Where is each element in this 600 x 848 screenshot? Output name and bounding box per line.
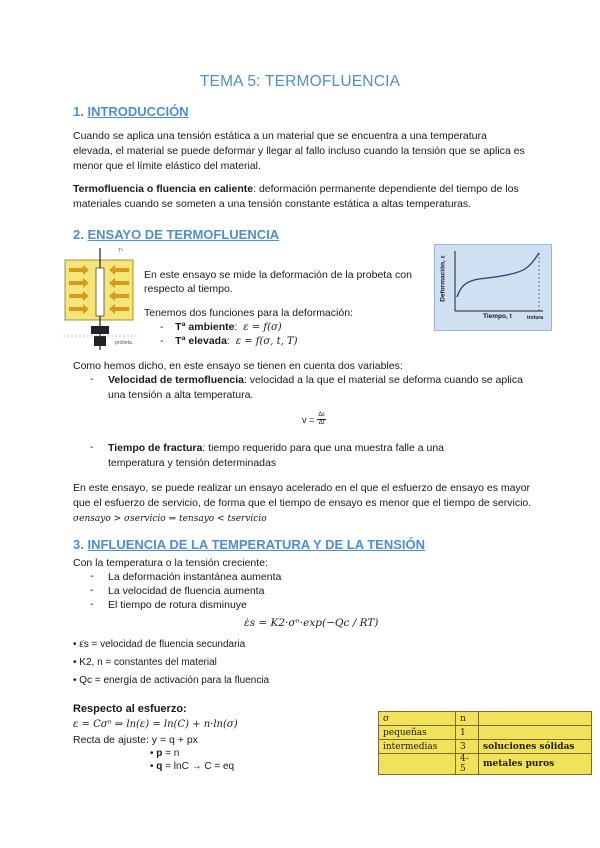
section-3-number: 3. — [73, 537, 84, 552]
influence-item-2: La velocidad de fluencia aumenta — [108, 585, 265, 597]
function-ambient: - Tª ambiente: ε = f(σ) — [160, 321, 282, 333]
section-3-heading — [73, 537, 425, 552]
table-row — [379, 740, 592, 754]
graph-rupture-label: trotura — [527, 315, 544, 321]
table-cell — [379, 754, 456, 775]
accelerated-test-equation: σensayo > σservicio ⇒ tensayo < tservicio — [73, 514, 267, 524]
variable-fracture-time-text: : tiempo requerido para que una muestra falle a una temperatura y tensión determinadas — [108, 442, 444, 469]
function-elevated-eq: ε = f(σ, t, T) — [235, 336, 298, 347]
stress-heading: Respecto al esfuerzo: — [73, 703, 187, 715]
variable-fracture-time — [108, 441, 488, 471]
velocity-equation — [302, 412, 326, 427]
creep-test-apparatus-figure — [63, 248, 137, 350]
table-cell: soluciones sólidas — [479, 740, 592, 754]
page-title: TEMA 5: TERMOFLUENCIA — [199, 73, 401, 90]
section-1-heading — [73, 104, 189, 119]
table-row — [379, 754, 592, 775]
stress-equation: ε = Cσⁿ ⇒ ln(ε) = ln(C) + n·ln(σ) — [73, 719, 238, 730]
section-1-number: 1. — [73, 104, 84, 119]
creep-rate-equation: ε̇s = K2·σⁿ·exp(−Qc / RT) — [244, 617, 379, 629]
bullet-activation-energy: • Qc = energía de activación para la fluencia — [73, 675, 270, 686]
table-cell: 1 — [456, 726, 479, 740]
variable-fracture-time-term: Tiempo de fractura — [108, 442, 203, 454]
section-1-title: INTRODUCCIÓN — [87, 104, 189, 119]
stress-exponent-table — [378, 711, 592, 775]
velocity-fraction — [317, 412, 326, 427]
table-row — [379, 726, 592, 740]
definition-paragraph — [73, 182, 529, 212]
table-header-n: n — [456, 712, 479, 726]
table-cell: 4-5 — [456, 754, 479, 775]
function-elevated-label: Tª elevada — [175, 335, 227, 347]
definition-term: Termofluencia o fluencia en caliente — [73, 183, 254, 195]
creep-curve-graph — [434, 244, 552, 331]
variable-creep-rate-term: Velocidad de termofluencia — [108, 374, 244, 386]
table-cell — [479, 726, 592, 740]
accelerated-test-text: En este ensayo, se puede realizar un ensayo acelerado en el que el esfuerzo de ensayo es mayor que el esfuerzo de servicio, de forma que el tiempo de ensayo es menor que el tiempo de servicio. — [73, 482, 532, 509]
graph-y-label: Deformación, ε — [439, 255, 447, 302]
fit-param-p-label: p — [156, 748, 163, 759]
fit-param-q: • q = lnC → C = eq — [150, 761, 235, 772]
influence-intro: Con la temperatura o la tensión creciente: — [73, 557, 268, 569]
section-2-number: 2. — [73, 227, 84, 242]
fit-param-q-label: q — [156, 761, 163, 772]
weight — [91, 326, 109, 334]
bullet-constants: • K2, n = constantes del material — [73, 657, 217, 668]
velocity-eq-lhs: v = — [302, 414, 315, 425]
bullet-secondary-rate: • ε̇s = velocidad de fluencia secundaria — [73, 639, 246, 650]
influence-item-3: El tiempo de rotura disminuye — [108, 599, 247, 611]
fit-param-p: • p = n — [150, 748, 180, 759]
probe-label: probeta — [115, 340, 132, 346]
table-header-sigma: σ — [379, 712, 456, 726]
fit-line: Recta de ajuste: y = q + px — [73, 734, 198, 746]
specimen — [96, 268, 104, 316]
variable-creep-rate — [108, 373, 528, 403]
fit-param-p-value: = n — [162, 748, 180, 759]
functions-intro: Tenemos dos funciones para la deformación: — [144, 307, 353, 319]
influence-item-1: La deformación instantánea aumenta — [108, 571, 282, 583]
accelerated-test-paragraph — [73, 481, 533, 527]
function-elevated: - Tª elevada: ε = f(σ, t, T) — [160, 335, 298, 347]
table-cell: metales puros — [479, 754, 592, 775]
table-cell: intermedias — [379, 740, 456, 754]
test-description: En este ensayo se mide la deformación de la probeta con respecto al tiempo. — [144, 269, 412, 295]
function-ambient-label: Tª ambiente — [175, 321, 235, 333]
function-ambient-eq: ε = f(σ) — [243, 322, 282, 333]
velocity-numerator: Δε — [318, 412, 325, 418]
section-2-title: ENSAYO DE TERMOFLUENCIA — [87, 227, 280, 242]
definition-text: : deformación permanente dependiente del tiempo de los materiales cuando se someten a una tensión constante estática a altas temperaturas. — [73, 183, 519, 210]
section-2-heading — [73, 227, 279, 242]
table-cell: pequeñas — [379, 726, 456, 740]
variables-intro: Como hemos dicho, en este ensayo se tienen en cuenta dos variables: — [73, 360, 403, 372]
weight-lower — [94, 336, 106, 346]
variable-creep-rate-text: : velocidad a la que el material se deforma cuando se aplica una tensión a alta temperatura. — [108, 374, 523, 401]
table-cell: 3 — [456, 740, 479, 754]
fit-param-q-value: = lnC → C = eq — [162, 761, 235, 772]
intro-paragraph: Cuando se aplica una tensión estática a un material que se encuentra a una temperatura elevada, el material se puede deformar y llegar al fallo incluso cuando la tensión que se aplica es menor que el límite elástico del material. — [73, 130, 525, 172]
probe-top-label: Tª — [118, 248, 123, 254]
graph-x-label: Tiempo, t — [483, 313, 512, 320]
table-header-row — [379, 712, 592, 726]
creep-curve — [457, 253, 539, 297]
velocity-denominator: Δt — [318, 420, 325, 426]
section-3-title: INFLUENCIA DE LA TEMPERATURA Y DE LA TENSIÓN — [87, 537, 425, 552]
